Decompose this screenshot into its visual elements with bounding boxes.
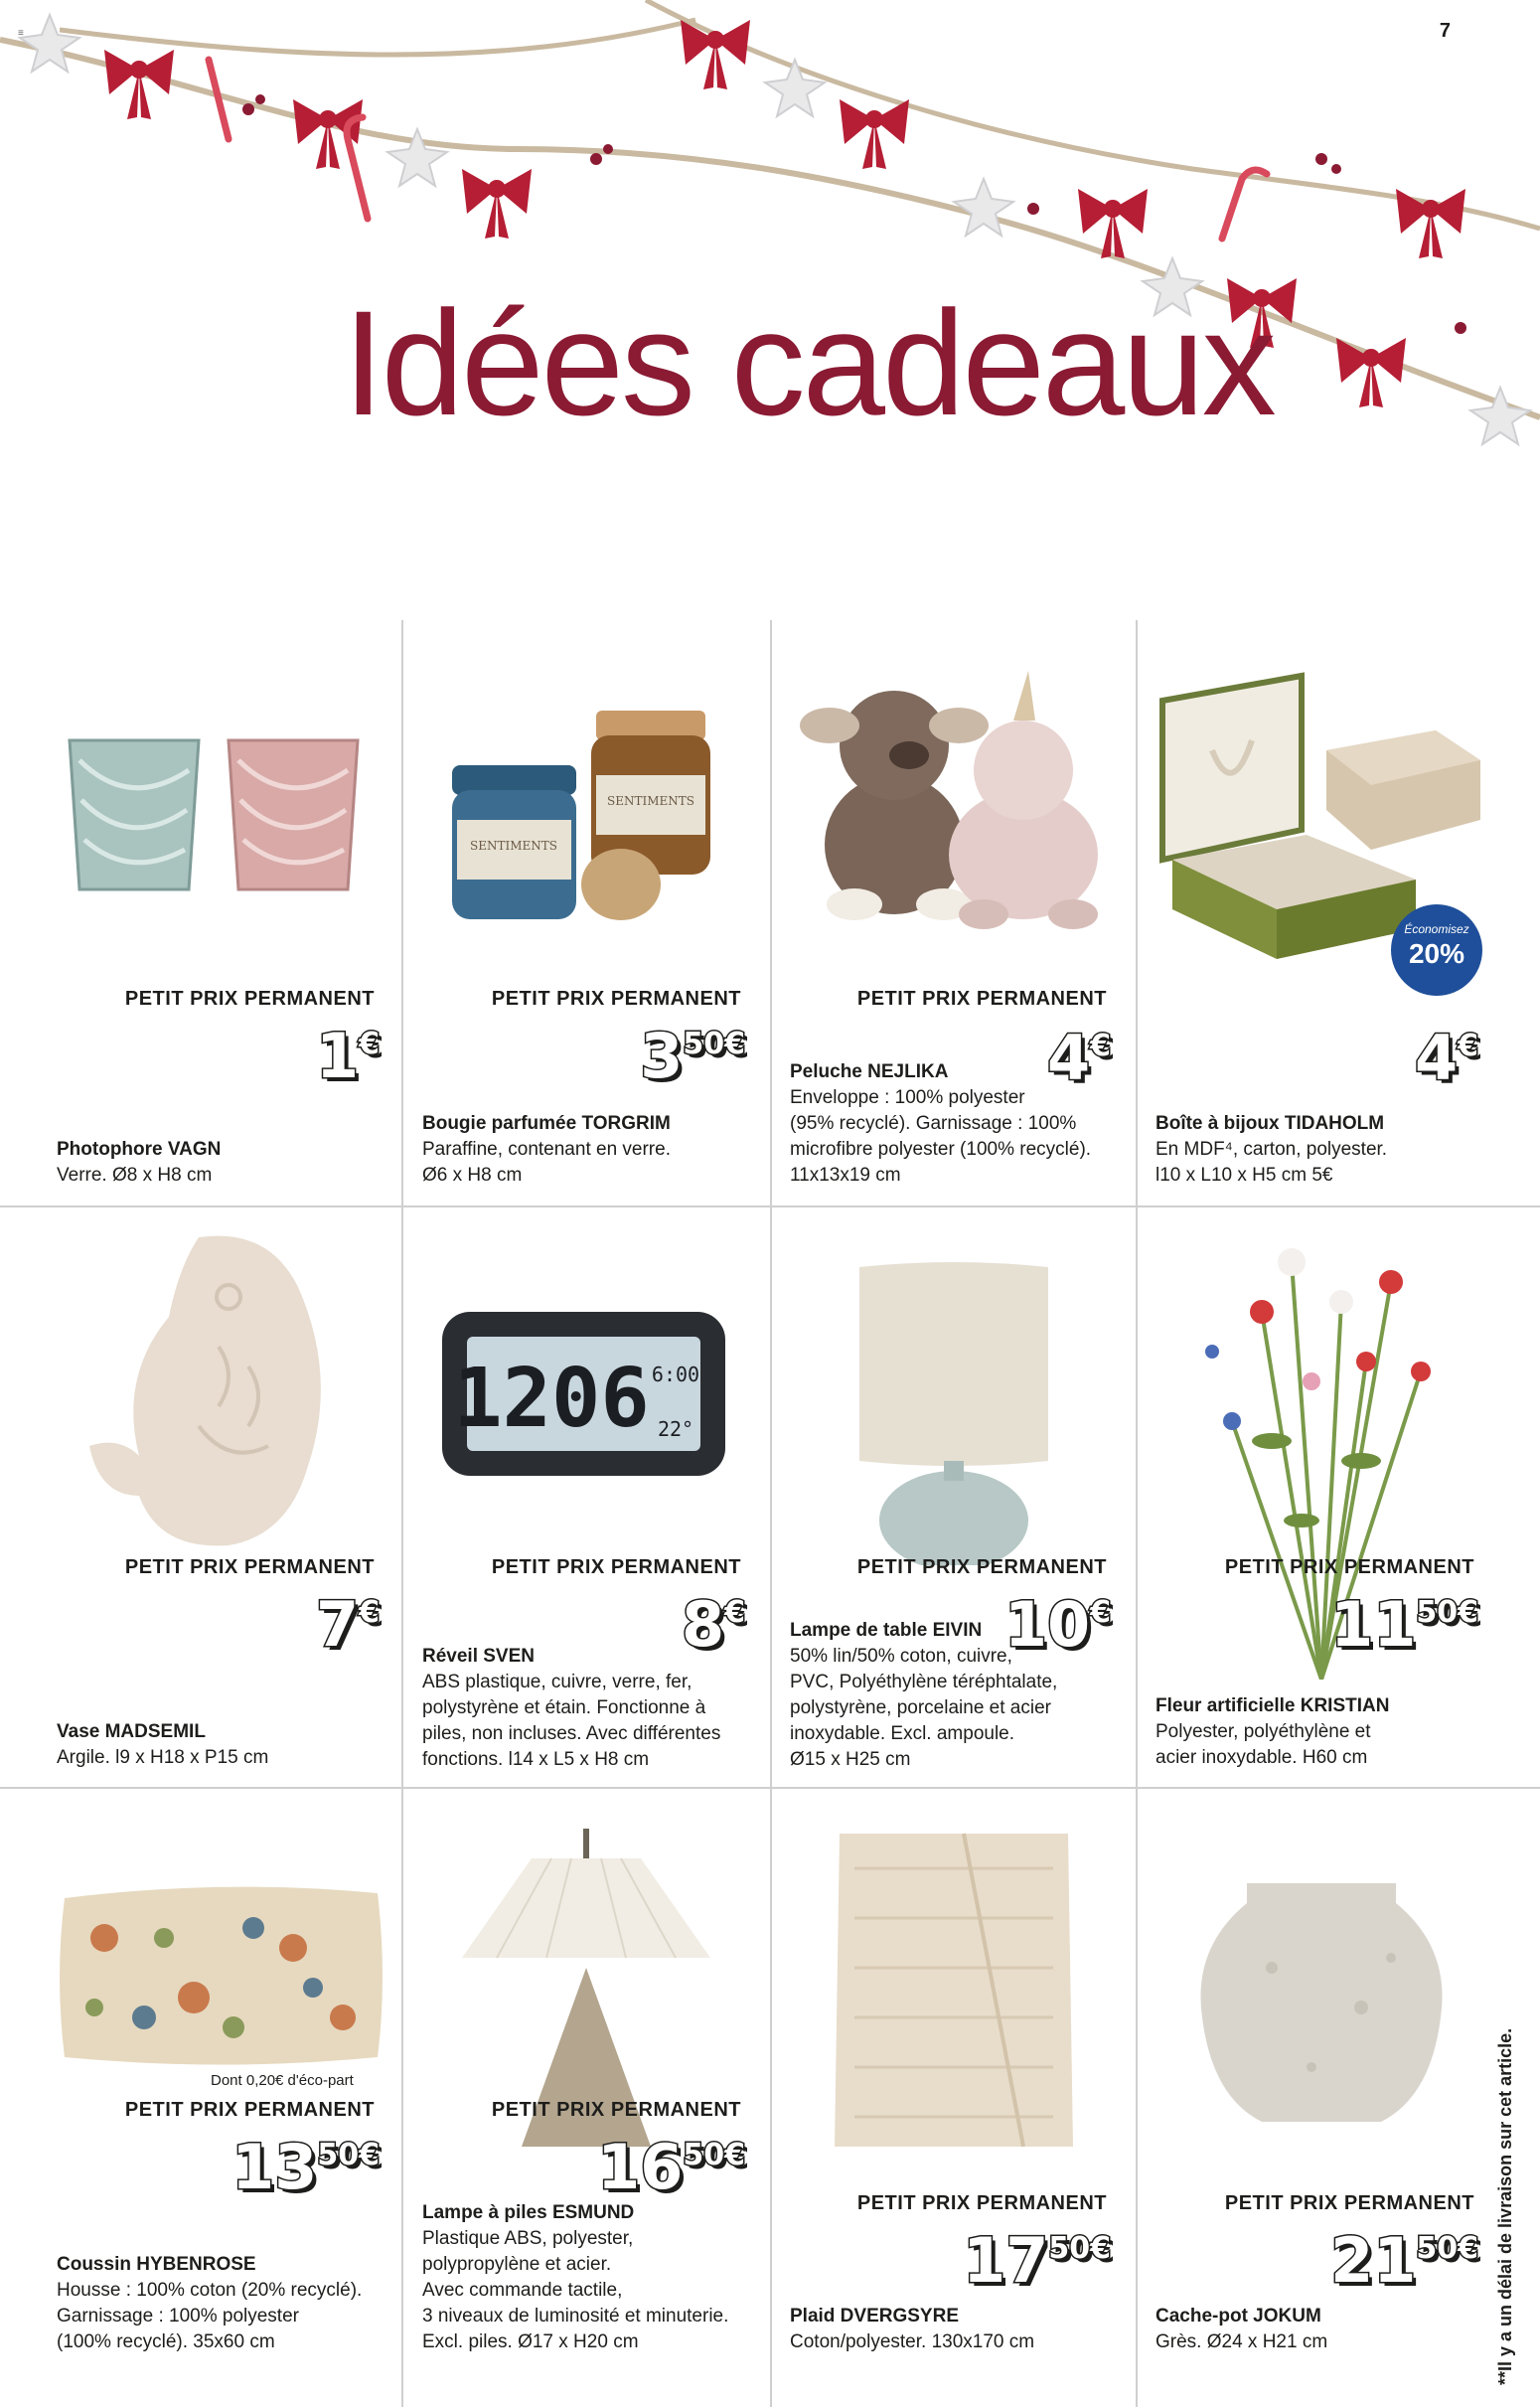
product-description: Boîte à bijoux TIDAHOLM En MDF⁴, carton, polyester. l10 x L10 x H5 cm 5€	[1155, 1113, 1388, 1186]
product-description: Coussin HYBENROSE Housse : 100% coton (20% recyclé). Garnissage : 100% polyester (100% recyclé). 35x60 cm	[57, 2254, 363, 2352]
cushion-image	[55, 1878, 387, 2072]
product-name: Photophore VAGN	[57, 1139, 222, 1160]
product-description: Plaid DVERGSYRE Coton/polyester. 130x170 cm	[790, 2306, 1035, 2352]
grid-divider	[770, 620, 772, 2407]
product-name: Réveil SVEN	[422, 1646, 535, 1667]
price-label: 4€	[1046, 1022, 1111, 1094]
petit-prix-tag: PETIT PRIX PERMANENT	[491, 2099, 741, 2121]
grid-divider	[401, 620, 403, 2407]
petit-prix-tag: PETIT PRIX PERMANENT	[124, 988, 375, 1010]
price-label: 2150€	[1330, 2224, 1478, 2297]
petit-prix-tag: PETIT PRIX PERMANENT	[1224, 1556, 1474, 1578]
price-label: 1150€	[1330, 1588, 1478, 1661]
ribbon-bow-icon	[1336, 338, 1406, 407]
product-description: Cache-pot JOKUM Grès. Ø24 x H21 cm	[1155, 2306, 1328, 2352]
savings-badge: Économisez 20%	[1391, 904, 1482, 996]
candle-image	[447, 706, 735, 929]
svg-text:22°: 22°	[657, 1417, 694, 1441]
product-description: Vase MADSEMIL Argile. l9 x H18 x P15 cm	[57, 1721, 269, 1768]
product-description: Réveil SVEN ABS plastique, cuivre, verre, fer, polystyrène et étain. Fonctionne à piles, non incluses. Avec différentes fonctions. l14 x L5 x H8 cm	[422, 1646, 721, 1770]
product-name: Boîte à bijoux TIDAHOLM	[1155, 1113, 1385, 1134]
product-name: Coussin HYBENROSE	[57, 2254, 256, 2275]
petit-prix-tag: PETIT PRIX PERMANENT	[491, 1556, 741, 1578]
grid-divider	[1136, 620, 1138, 2407]
photophore-image	[60, 730, 378, 899]
product-name: Lampe à piles ESMUND	[422, 2202, 635, 2223]
petit-prix-tag: PETIT PRIX PERMANENT	[1224, 2192, 1474, 2214]
price-label: 4€	[1414, 1022, 1478, 1094]
page-title: Idées cadeaux	[343, 279, 1274, 446]
svg-text:6:00: 6:00	[651, 1363, 700, 1386]
product-description: Lampe à piles ESMUND Plastique ABS, polyester, polypropylène et acier. Avec commande tactile, 3 niveaux de luminosité et minuterie. Excl. piles. Ø17 x H20 cm	[422, 2202, 729, 2352]
svg-text:SENTIMENTS: SENTIMENTS	[607, 794, 694, 808]
petit-prix-tag: PETIT PRIX PERMANENT	[856, 2192, 1107, 2214]
fish-vase-image	[79, 1227, 358, 1555]
product-name: Cache-pot JOKUM	[1155, 2306, 1321, 2327]
product-name: Fleur artificielle KRISTIAN	[1155, 1695, 1390, 1716]
price-label: 8€	[681, 1588, 745, 1661]
price-label: 1€	[315, 1020, 380, 1092]
corner-mark: ≡	[18, 28, 24, 39]
throw-blanket-image	[825, 1829, 1083, 2157]
petit-prix-tag: PETIT PRIX PERMANENT	[491, 988, 741, 1010]
price-label: 1650€	[597, 2131, 745, 2203]
product-name: Peluche NEJLIKA	[790, 1061, 949, 1082]
ribbon-bow-icon	[681, 20, 750, 89]
petit-prix-tag: PETIT PRIX PERMANENT	[124, 1556, 375, 1578]
ribbon-bow-icon	[462, 169, 532, 239]
petit-prix-tag: PETIT PRIX PERMANENT	[124, 2099, 375, 2121]
ribbon-bow-icon	[104, 50, 174, 119]
product-description: Bougie parfumée TORGRIM Paraffine, contenant en verre. Ø6 x H8 cm	[422, 1113, 671, 1186]
price-label: 10€	[1003, 1588, 1111, 1661]
eco-participation-note: Dont 0,20€ d'éco-part	[211, 2072, 354, 2089]
ribbon-bow-icon	[1396, 189, 1465, 258]
star-ornament-icon	[765, 60, 825, 116]
alarm-clock-image	[442, 1312, 725, 1476]
product-name: Lampe de table EIVIN	[790, 1620, 983, 1641]
svg-text:SENTIMENTS: SENTIMENTS	[470, 839, 557, 853]
star-ornament-icon	[954, 179, 1013, 236]
price-label: 1350€	[231, 2131, 380, 2203]
product-name: Plaid DVERGSYRE	[790, 2306, 959, 2327]
plush-image	[785, 666, 1123, 934]
price-label: 350€	[640, 1020, 745, 1092]
page-number: 7	[1439, 20, 1451, 42]
grid-divider	[0, 1787, 1540, 1789]
grid-divider	[0, 1205, 1540, 1207]
petit-prix-tag: PETIT PRIX PERMANENT	[856, 988, 1107, 1010]
product-name: Bougie parfumée TORGRIM	[422, 1113, 671, 1134]
product-description: Peluche NEJLIKA Enveloppe : 100% polyester (95% recyclé). Garnissage : 100% microfibre polyester (100% recyclé). 11x13x19 cm	[790, 1061, 1092, 1186]
petit-prix-tag: PETIT PRIX PERMANENT	[856, 1556, 1107, 1578]
table-lamp-image	[849, 1257, 1058, 1565]
product-description: Lampe de table EIVIN 50% lin/50% coton, cuivre, PVC, Polyéthylène téréphtalate, polystyrène, porcelaine et acier inoxydable. Excl. ampoule. Ø15 x H25 cm	[790, 1620, 1058, 1770]
price-label: 1750€	[963, 2224, 1111, 2297]
product-description: Photophore VAGN Verre. Ø8 x H8 cm	[57, 1139, 222, 1186]
price-label: 7€	[315, 1588, 380, 1661]
ribbon-bow-icon	[840, 99, 909, 169]
star-ornament-icon	[20, 15, 79, 72]
product-name: Vase MADSEMIL	[57, 1721, 206, 1742]
svg-text:1206: 1206	[453, 1352, 650, 1446]
product-description: Fleur artificielle KRISTIAN Polyester, polyéthylène et acier inoxydable. H60 cm	[1155, 1695, 1390, 1768]
planter-pot-image	[1192, 1878, 1451, 2127]
